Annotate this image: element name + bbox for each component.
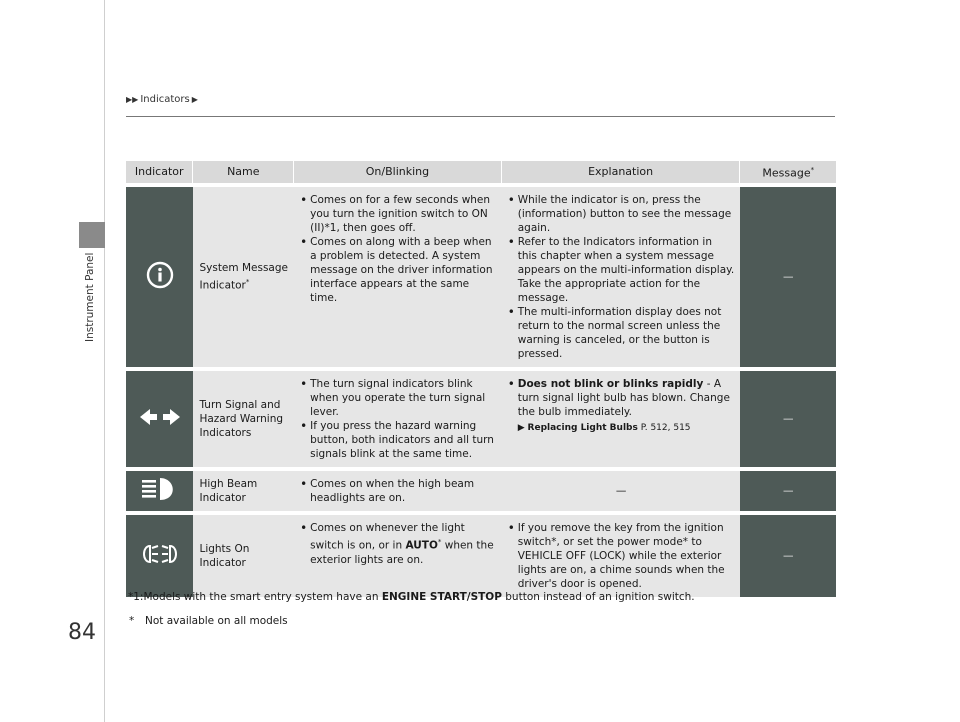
table-header-row bbox=[126, 161, 836, 183]
list-item: • Refer to the Indicators information in this chapter when a system message appears on the multi-information display. Take the appropriate action for the message. bbox=[517, 235, 735, 305]
on-blinking-cell bbox=[294, 187, 502, 367]
table-row bbox=[126, 371, 836, 467]
message-cell: — bbox=[740, 515, 836, 597]
lights-on-icon bbox=[126, 515, 193, 597]
list-item: • If you remove the key from the ignition switch*, or set the power mode* to VEHICLE OFF (LOCK) while the exterior lights are on, a chime sounds when the driver's door is opened. bbox=[517, 521, 735, 591]
col-header-indicator: Indicator bbox=[126, 161, 193, 183]
list-item: • Does not blink or blinks rapidly - A turn signal light bulb has blown. Change the bulb immediately. ▶ Replacing Light Bulbs P. 512, 515 bbox=[517, 377, 735, 435]
high-beam-icon bbox=[126, 471, 193, 511]
indicator-name: Lights On Indicator bbox=[193, 515, 294, 597]
message-cell: — bbox=[740, 371, 836, 467]
cross-reference-link[interactable]: ▶ Replacing Light Bulbs P. 512, 515 bbox=[517, 423, 691, 433]
message-cell: — bbox=[740, 187, 836, 367]
footnote-2: * Not available on all models bbox=[129, 615, 288, 627]
breadcrumb-arrow-icon: ▶ bbox=[191, 95, 198, 104]
indicator-name: Turn Signal and Hazard Warning Indicators bbox=[193, 371, 294, 467]
message-cell: — bbox=[740, 471, 836, 511]
info-icon bbox=[126, 187, 193, 367]
table-row bbox=[126, 471, 836, 511]
col-header-message: Message* bbox=[740, 161, 836, 183]
header-rule bbox=[126, 116, 835, 117]
list-item: • Comes on for a few seconds when you turn the ignition switch to ON (II)*1, then goes off. bbox=[309, 193, 496, 235]
section-label: Instrument Panel bbox=[84, 252, 96, 342]
on-blinking-cell bbox=[294, 471, 502, 511]
breadcrumb bbox=[126, 94, 198, 105]
indicator-table bbox=[126, 157, 836, 601]
on-blinking-cell bbox=[294, 371, 502, 467]
col-header-explanation: Explanation bbox=[502, 161, 741, 183]
list-item: • Comes on when the high beam headlights are on. bbox=[309, 477, 496, 505]
list-item: • While the indicator is on, press the (information) button to see the message again. bbox=[517, 193, 735, 235]
table-row bbox=[126, 515, 836, 597]
explanation-cell bbox=[502, 187, 741, 367]
list-item: • If you press the hazard warning button, both indicators and all turn signals blink at the same time. bbox=[309, 419, 496, 461]
col-header-on-blinking: On/Blinking bbox=[294, 161, 502, 183]
table-row bbox=[126, 187, 836, 367]
breadcrumb-arrow-icon: ▶▶ bbox=[126, 95, 139, 104]
col-header-name: Name bbox=[193, 161, 294, 183]
turn-signal-icon bbox=[126, 371, 193, 467]
breadcrumb-item[interactable]: Indicators bbox=[140, 94, 190, 105]
indicator-name: System Message Indicator* bbox=[193, 187, 294, 367]
page-number: 84 bbox=[68, 620, 96, 645]
list-item: • The turn signal indicators blink when you operate the turn signal lever. bbox=[309, 377, 496, 419]
explanation-cell: — bbox=[502, 471, 741, 511]
list-item: • Comes on along with a beep when a problem is detected. A system message on the driver information interface appears at the same time. bbox=[309, 235, 496, 305]
side-divider bbox=[104, 0, 105, 722]
explanation-cell bbox=[502, 515, 741, 597]
list-item: • The multi-information display does not return to the normal screen unless the warning is canceled, or the button is pressed. bbox=[517, 305, 735, 361]
section-tab-marker bbox=[79, 222, 105, 248]
explanation-cell bbox=[502, 371, 741, 467]
footnote-1: *1:Models with the smart entry system have an ENGINE START/STOP button instead of an ignition switch. bbox=[128, 591, 695, 603]
indicator-name: High Beam Indicator bbox=[193, 471, 294, 511]
list-item: • Comes on whenever the light switch is on, or in AUTO* when the exterior lights are on. bbox=[309, 521, 496, 567]
on-blinking-cell bbox=[294, 515, 502, 597]
